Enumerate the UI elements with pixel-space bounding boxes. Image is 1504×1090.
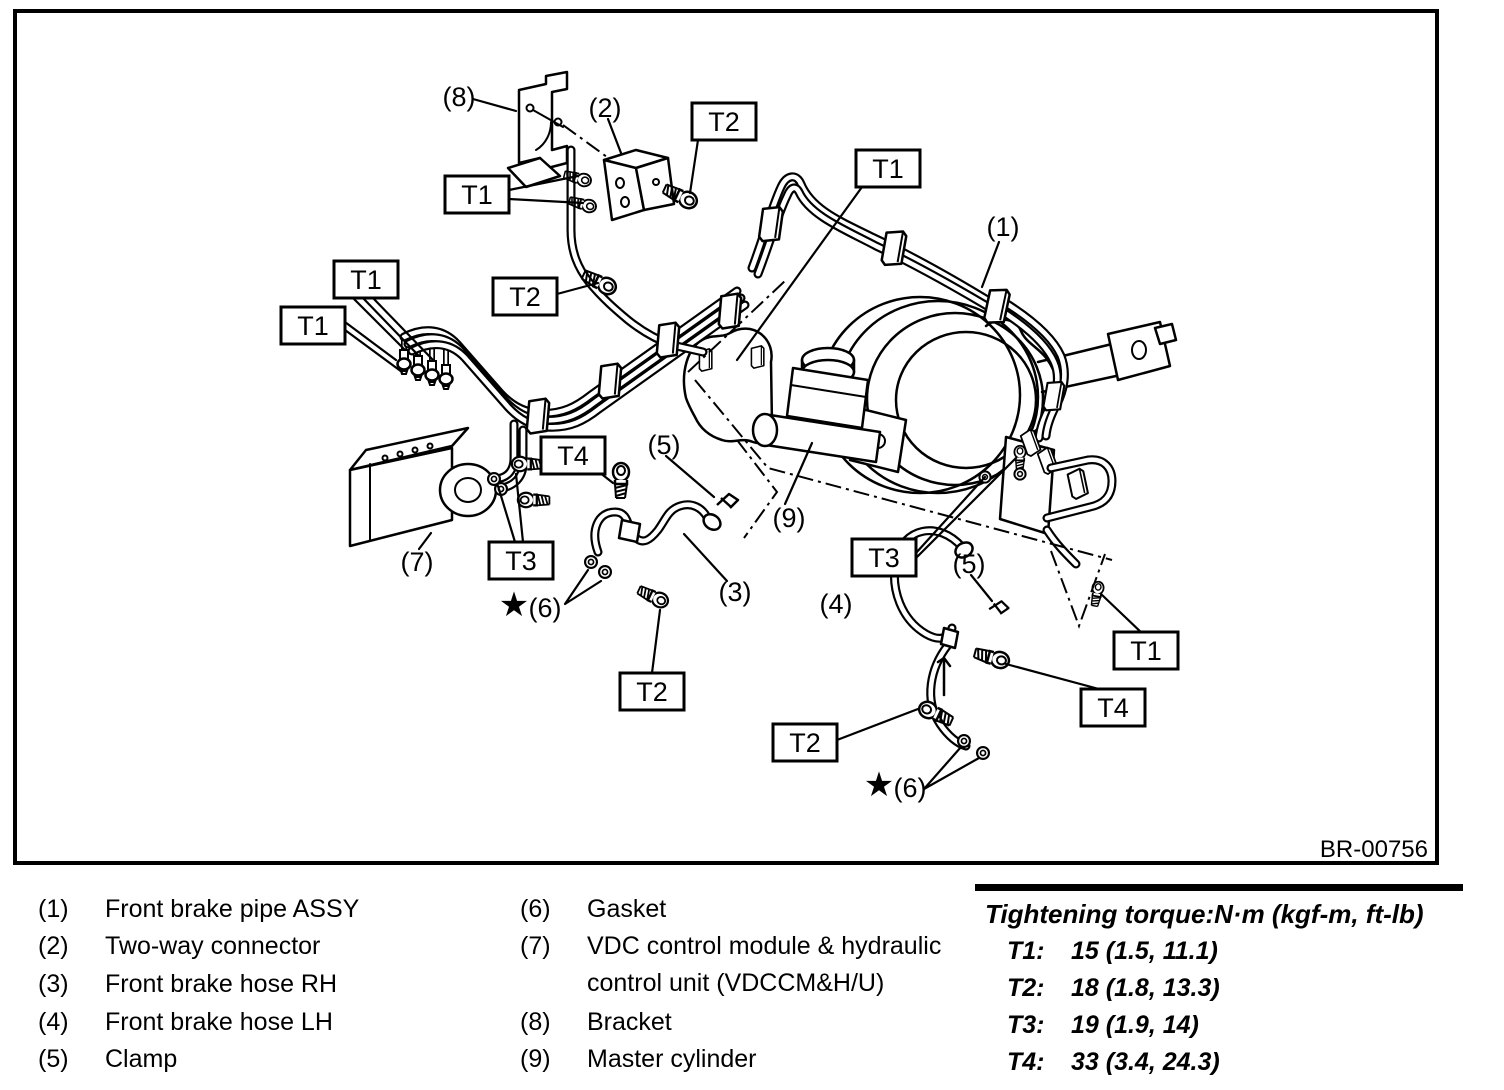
- svg-text:T1: T1: [461, 180, 493, 210]
- legend-label: Front brake pipe ASSY: [105, 895, 360, 923]
- legend-item-6: [520, 891, 666, 928]
- torque-table-title: Tightening torque:N·m (kgf-m, ft-lb): [985, 899, 1424, 929]
- callout-7: (7): [400, 547, 434, 577]
- legend-item-9: [520, 1041, 757, 1078]
- figure-code: BR-00756: [1319, 836, 1428, 863]
- torque-key: T4:: [1007, 1048, 1045, 1076]
- torque-tag-t3-a: [489, 542, 553, 579]
- callout-9: (9): [772, 503, 806, 533]
- svg-text:T2: T2: [509, 282, 541, 312]
- torque-tag-t4-b: [1081, 689, 1145, 726]
- torque-row-t1: [1007, 933, 1463, 970]
- callout-6-left: (6): [528, 593, 562, 623]
- torque-tag-t1-c: [281, 307, 345, 344]
- callout-2: (2): [588, 93, 622, 123]
- torque-key: T2:: [1007, 974, 1045, 1002]
- torque-row-t2: [1007, 970, 1463, 1007]
- torque-key: T3:: [1007, 1011, 1045, 1039]
- legend-num: (3): [38, 970, 69, 998]
- legend-item-8: [520, 1004, 672, 1041]
- svg-text:T2: T2: [636, 677, 668, 707]
- legend-label: Two-way connector: [105, 932, 321, 960]
- svg-text:T2: T2: [708, 107, 740, 137]
- torque-tag-t3-b: [852, 539, 916, 576]
- torque-tag-t2-a: [692, 103, 756, 140]
- torque-row-t3: [1007, 1007, 1463, 1044]
- svg-text:T1: T1: [297, 311, 329, 341]
- legend-num: (4): [38, 1008, 69, 1036]
- legend-num: (6): [520, 895, 551, 923]
- top-pipe-run: [752, 177, 997, 312]
- legend-label: Front brake hose LH: [105, 1008, 333, 1036]
- legend-label: Clamp: [105, 1045, 178, 1073]
- torque-value: 19 (1.9, 14): [1071, 1011, 1199, 1039]
- callout-8: (8): [442, 82, 476, 112]
- torque-tag-t2-c: [620, 673, 684, 710]
- callout-4: (4): [819, 589, 853, 619]
- legend-num: (9): [520, 1045, 551, 1073]
- legend-label: Gasket: [587, 895, 667, 923]
- svg-text:T4: T4: [557, 441, 589, 471]
- torque-table: [975, 884, 1463, 1090]
- svg-text:T4: T4: [1097, 693, 1129, 723]
- torque-value: 15 (1.5, 11.1): [1071, 937, 1218, 965]
- legend-label: Front brake hose RH: [105, 970, 338, 998]
- legend-item-2: [38, 928, 320, 965]
- svg-text:T1: T1: [1130, 636, 1162, 666]
- star-marker-left: ★: [498, 586, 530, 624]
- callout-5-left: (5): [647, 430, 681, 460]
- svg-text:T1: T1: [350, 265, 382, 295]
- front-brake-pipe-bundle: [404, 291, 745, 427]
- torque-tag-t2-d: [773, 724, 837, 761]
- star-marker-bottom: ★: [863, 766, 895, 804]
- legend-label: VDC control module & hydraulic control unit (VDCCM&H/U): [587, 932, 942, 997]
- svg-text:T1: T1: [872, 154, 904, 184]
- legend-num: (1): [38, 895, 69, 923]
- callout-6-bottom: (6): [893, 773, 927, 803]
- bracket: [508, 72, 567, 187]
- torque-value: 33 (3.4, 24.3): [1071, 1048, 1220, 1076]
- torque-tag-t4-a: [541, 437, 605, 474]
- legend-label: Master cylinder: [587, 1045, 757, 1073]
- callout-5-right: (5): [952, 549, 986, 579]
- torque-tag-t1-d: [856, 150, 920, 187]
- two-way-connector: [563, 150, 700, 220]
- legend-item-5: [38, 1041, 177, 1078]
- front-brake-hose-rh: [585, 463, 738, 610]
- callout-1: (1): [986, 212, 1020, 242]
- svg-text:T2: T2: [789, 728, 821, 758]
- legend-num: (8): [520, 1008, 551, 1036]
- legend-num: (2): [38, 932, 69, 960]
- torque-tag-t1-e: [1114, 632, 1178, 669]
- torque-row-t4: [1007, 1044, 1463, 1081]
- callout-3: (3): [718, 577, 752, 607]
- legend-num: (5): [38, 1045, 69, 1073]
- torque-value: 18 (1.8, 13.3): [1071, 974, 1220, 1002]
- legend-item-3: [38, 966, 337, 1003]
- legend-label: Bracket: [587, 1008, 672, 1036]
- torque-tag-t2-b: [493, 278, 557, 315]
- legend-item-4: [38, 1004, 333, 1041]
- legend-num: (7): [520, 932, 551, 960]
- legend-item-7: [520, 928, 975, 1002]
- legend-item-1: [38, 891, 359, 928]
- torque-tag-t1-a: [445, 176, 509, 213]
- torque-key: T1:: [1007, 937, 1045, 965]
- svg-text:T3: T3: [505, 546, 537, 576]
- svg-text:T3: T3: [868, 543, 900, 573]
- torque-table-top-rule: [975, 884, 1463, 891]
- torque-tag-t1-b: [334, 261, 398, 298]
